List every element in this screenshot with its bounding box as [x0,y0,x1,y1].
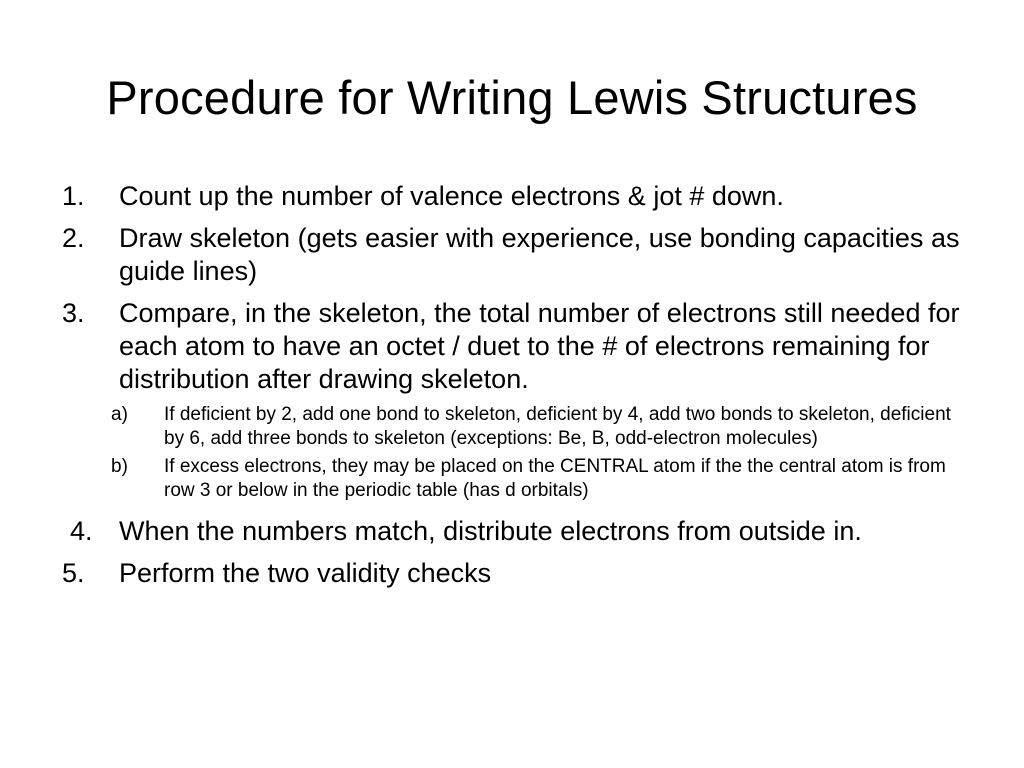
list-text-3: Compare, in the skeleton, the total number of electrons still needed for each atom to have an octet / duet to the # of electrons remaining for distribution after drawing skeleton. [119,298,960,394]
list-number-1: 1. [62,181,85,211]
slide-title: Procedure for Writing Lewis Structures [106,71,918,124]
sublist-text-a: If deficient by 2, add one bond to skeleton, deficient by 4, add two bonds to skeleton, deficient by 6, add three bonds to skeleton (exceptions: Be, B, odd-electron molecules) [164,404,951,449]
list-number-2: 2. [62,223,85,253]
list-item-5 [62,557,962,590]
list-number-3: 3. [62,298,85,328]
list-number-4: 4. [70,516,93,546]
list-item-1 [62,180,962,213]
list-item-3 [62,297,962,396]
list-item-2 [62,222,962,288]
sublist-item-a [62,403,962,451]
sublist-letter-b: b) [111,456,128,477]
list-text-4: When the numbers match, distribute electrons from outside in. [119,516,862,546]
sublist-text-b: If excess electrons, they may be placed on the CENTRAL atom if the the central atom is from row 3 or below in the periodic table (has d orbitals) [164,456,946,501]
slide-content [62,180,962,599]
sublist-item-b [62,455,962,503]
list-text-2: Draw skeleton (gets easier with experience, use bonding capacities as guide lines) [119,223,960,286]
list-item-4 [62,515,962,548]
list-number-5: 5. [62,558,85,588]
sublist-letter-a: a) [111,404,128,425]
list-text-5: Perform the two validity checks [119,558,492,588]
list-text-1: Count up the number of valence electrons & jot # down. [119,181,784,211]
